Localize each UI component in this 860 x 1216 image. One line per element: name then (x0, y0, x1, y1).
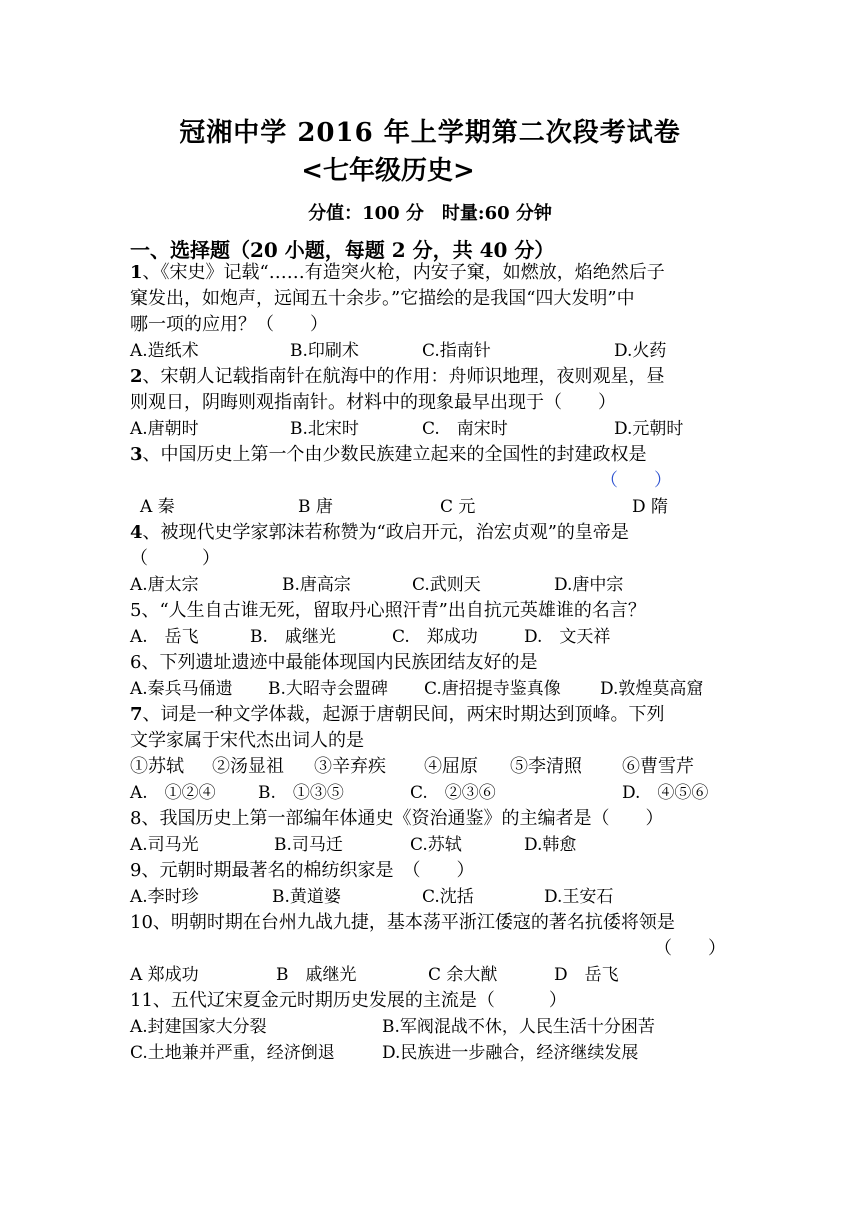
q7-option-d: D. ④⑤⑥ (622, 783, 709, 803)
q10-line-1: 10、明朝时期在台州九战九捷，基本荡平浙江倭寇的著名抗倭将领是 (130, 912, 675, 933)
q2-option-b: B.北宋时 (290, 419, 359, 439)
q5-option-d: D. 文天祥 (524, 627, 611, 647)
q2-line-2: 则观日，阴晦则观指南针。材料中的现象最早出现于（ ） (130, 392, 616, 413)
q8-option-a: A.司马光 (130, 835, 199, 855)
q10-option-c: C 余大猷 (428, 965, 498, 985)
q5-option-b: B. 戚继光 (250, 627, 336, 647)
exam-meta: 分值：100 分 时量:60 分钟 (308, 203, 552, 224)
q7-option-b: B. ①③⑤ (258, 783, 344, 803)
q6-line-1: 6、下列遗址遗迹中最能体现国内民族团结友好的是 (130, 652, 538, 673)
q1-text-1: 、《宋史》记载“……有造突火枪，内安子窠，如燃放，焰绝然后子 (142, 262, 665, 283)
q1-option-c: C.指南针 (422, 341, 491, 361)
q7-line-2: 文学家属于宋代杰出词人的是 (130, 730, 364, 751)
q2-option-a: A.唐朝时 (130, 419, 199, 439)
q1-number: 1 (130, 262, 143, 283)
q1-line-1 (130, 260, 665, 286)
q11-option-d: D.民族进一步融合，经济继续发展 (382, 1043, 639, 1063)
q6-option-a: A.秦兵马俑遗 (130, 679, 233, 699)
exam-title: 冠湘中学 2016 年上学期第二次段考试卷 (179, 118, 681, 148)
q3-number: 3 (130, 444, 143, 465)
q6-option-d: D.敦煌莫高窟 (600, 679, 704, 699)
q3-answer-paren: （ ） (600, 470, 672, 491)
q7-item-6: ⑥曹雪芹 (622, 756, 694, 777)
q11-line-1: 11、五代辽宋夏金元时期历史发展的主流是（ ） (130, 990, 567, 1011)
q5-line-1: 5、“人生自古谁无死，留取丹心照汗青”出自抗元英雄谁的名言？ (130, 600, 646, 621)
q6-option-b: B.大昭寺会盟碑 (268, 679, 388, 699)
q4-option-b: B.唐高宗 (282, 575, 351, 595)
q4-text-1: 、被现代史学家郭沫若称赞为“政启开元，治宏贞观”的皇帝是 (142, 522, 629, 543)
q7-line-1 (130, 702, 665, 728)
q1-option-d: D.火药 (614, 341, 667, 361)
q9-option-b: B.黄道婆 (272, 887, 341, 907)
q10-answer-paren: （ ） (654, 938, 726, 959)
q4-line-1 (130, 520, 629, 546)
q11-option-a: A.封建国家大分裂 (130, 1017, 267, 1037)
q9-line-1: 9、元朝时期最著名的棉纺织家是 （ ） (130, 860, 475, 881)
q4-option-d: D.唐中宗 (554, 575, 624, 595)
q7-item-5: ⑤李清照 (510, 756, 582, 777)
q2-number: 2 (130, 366, 143, 387)
q7-item-2: ②汤显祖 (212, 756, 284, 777)
q3-option-d: D 隋 (632, 497, 669, 517)
q2-option-d: D.元朝时 (614, 419, 684, 439)
q10-option-d: D 岳飞 (554, 965, 619, 985)
q11-option-c: C.土地兼并严重，经济倒退 (130, 1043, 335, 1063)
q1-line-2: 窠发出，如炮声，远闻五十余步。”它描绘的是我国“四大发明”中 (130, 288, 635, 309)
q3-option-c: C 元 (440, 497, 476, 517)
q8-option-b: B.司马迁 (274, 835, 343, 855)
q7-text-1: 、词是一种文学体裁，起源于唐朝民间，两宋时期达到顶峰。下列 (142, 704, 665, 725)
q10-option-b: B 戚继光 (276, 965, 357, 985)
q2-line-1 (130, 364, 665, 390)
q9-option-d: D.王安石 (544, 887, 614, 907)
q8-line-1: 8、我国历史上第一部编年体通史《资治通鉴》的主编者是（ ） (130, 808, 664, 829)
q5-option-a: A. 岳飞 (130, 627, 199, 647)
q1-option-a: A.造纸术 (130, 341, 199, 361)
q4-option-c: C.武则天 (412, 575, 481, 595)
q10-option-a: A 郑成功 (130, 965, 199, 985)
q6-option-c: C.唐招提寺鉴真像 (424, 679, 561, 699)
q7-item-1: ①苏轼 (130, 756, 184, 777)
q2-text-1: 、宋朝人记载指南针在航海中的作用：舟师识地理，夜则观星，昼 (142, 366, 665, 387)
q5-option-c: C. 郑成功 (392, 627, 478, 647)
q3-option-a: A 秦 (140, 497, 175, 517)
q4-option-a: A.唐太宗 (130, 575, 199, 595)
q3-line-1 (130, 442, 647, 468)
q8-option-c: C.苏轼 (410, 835, 462, 855)
q1-option-b: B.印刷术 (290, 341, 359, 361)
q4-number: 4 (130, 522, 143, 543)
q7-option-a: A. ①②④ (130, 783, 216, 803)
q3-text-1: 、中国历史上第一个由少数民族建立起来的全国性的封建政权是 (142, 444, 647, 465)
q11-option-b: B.军阀混战不休，人民生活十分困苦 (382, 1017, 655, 1037)
q3-option-b: B 唐 (298, 497, 333, 517)
q1-line-3: 哪一项的应用？（ ） (130, 314, 328, 335)
q2-option-c: C. 南宋时 (422, 419, 508, 439)
q7-item-3: ③辛弃疾 (314, 756, 386, 777)
q7-number: 7 (130, 704, 143, 725)
q8-option-d: D.韩愈 (524, 835, 577, 855)
exam-subtitle: <七年级历史> (301, 156, 475, 186)
q9-option-a: A.李时珍 (130, 887, 199, 907)
q7-item-4: ④屈原 (424, 756, 478, 777)
q7-option-c: C. ②③⑥ (410, 783, 496, 803)
q9-option-c: C.沈括 (422, 887, 474, 907)
section-heading: 一、选择题（20 小题，每题 2 分，共 40 分） (130, 238, 555, 262)
q4-line-2: （ ） (130, 548, 220, 569)
